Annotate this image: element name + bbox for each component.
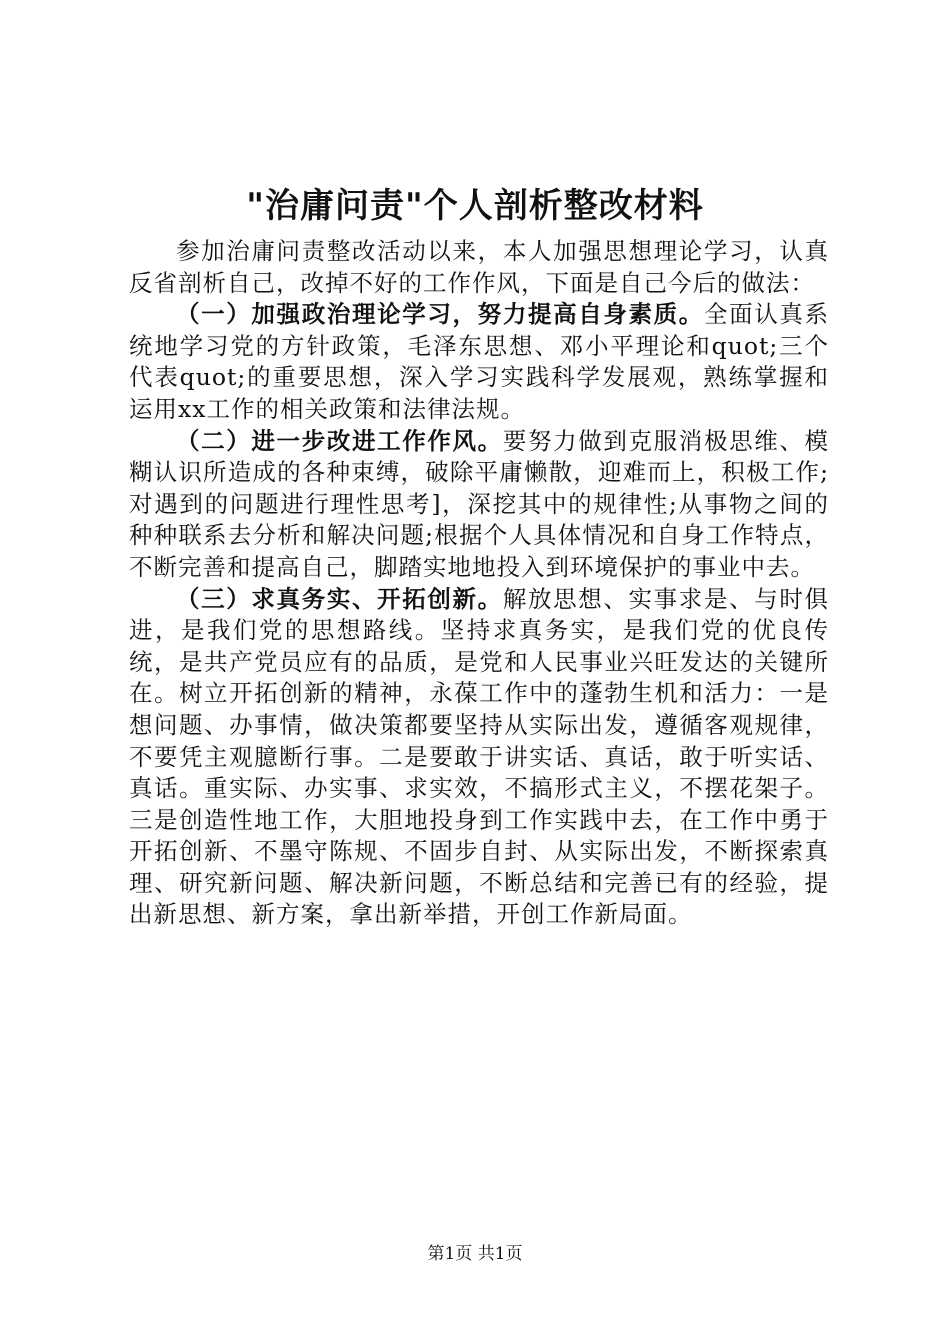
section-paragraph-2 — [129, 426, 829, 584]
section-text-3: 解放思想、实事求是、与时俱进，是我们党的思想路线。坚持求真务实，是我们党的优良传统，是共产党员应有的品质，是党和人民事业兴旺发达的关键所在。树立开拓创新的精神，永葆工作中的蓬勃生机和活力：一是想问题、办事情，做决策都要坚持从实际出发，遵循客观规律，不要凭主观臆断行事。二是要敢于讲实话、真话，敢于听实话、真话。重实际、办实事、求实效，不搞形式主义，不摆花架子。三是创造性地工作，大胆地投身到工作实践中去，在工作中勇于开拓创新、不墨守陈规、不固步自封、从实际出发，不断探索真理、研究新问题、解决新问题，不断总结和完善已有的经验，提出新思想、新方案，拿出新举措，开创工作新局面。 — [129, 584, 830, 929]
section-heading-1: （一）加强政治理论学习，努力提高自身素质。 — [176, 300, 704, 329]
section-paragraph-3 — [129, 584, 829, 932]
document-body — [129, 236, 829, 931]
page-footer: 第1页 共1页 — [427, 1244, 523, 1264]
section-heading-2: （二）进一步改进工作作风。 — [176, 426, 503, 455]
section-text-1: 全面认真系统地学习党的方针政策，毛泽东思想、邓小平理论和quot;三个代表quot;的重要思想，深入学习实践科学发展观，熟练掌握和运用xx工作的相关政策和法律法规。 — [129, 300, 830, 423]
document-title: "治庸问责"个人剖析整改材料 — [246, 186, 704, 226]
intro-paragraph: 参加治庸问责整改活动以来，本人加强思想理论学习，认真反省剖析自己，改掉不好的工作作风，下面是自己今后的做法： — [129, 237, 829, 297]
section-paragraph-1 — [129, 299, 829, 425]
section-heading-3: （三）求真务实、开拓创新。 — [176, 584, 503, 613]
section-text-2: 要努力做到克服消极思维、模糊认识所造成的各种束缚，破除平庸懒散，迎难而上，积极工作;对遇到的问题进行理性思考]，深挖其中的规律性;从事物之间的种种联系去分析和解决问题;根据个人具体情况和自身工作特点，不断完善和提高自己，脚踏实地地投入到环境保护的事业中去。 — [129, 426, 830, 581]
